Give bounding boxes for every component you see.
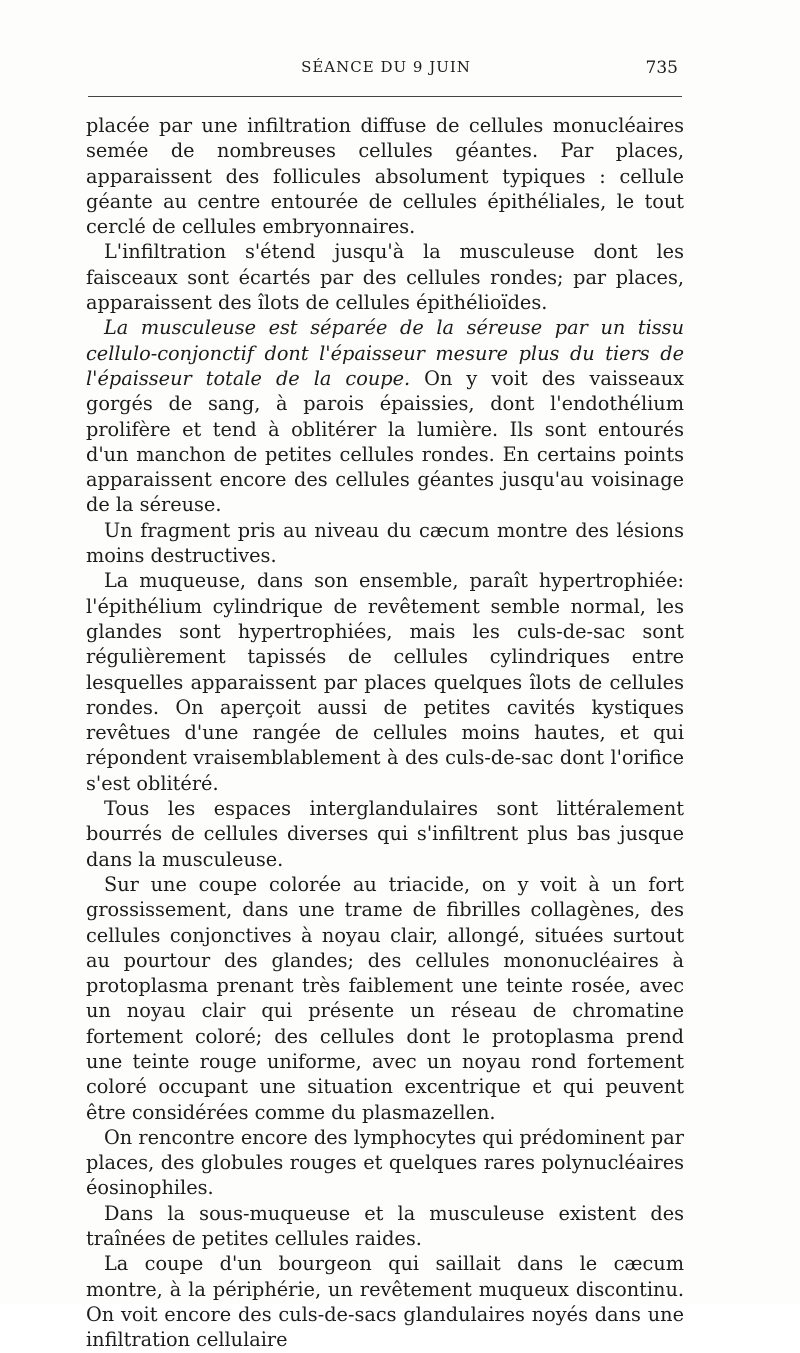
paragraph: L'infiltration s'étend jusqu'à la musculeuse dont les faisceaux sont écartés par des cellules rondes; par places, apparaissent des îlots de cellules épithélioïdes. — [86, 240, 684, 315]
paragraph — [86, 315, 684, 517]
running-title: SÉANCE DU 9 JUIN — [301, 58, 471, 76]
paragraph: Sur une coupe colorée au triacide, on y voit à un fort grossissement, dans une trame de fibrilles collagènes, des cellules conjonctives à noyau clair, allongé, situées surtout au pourtour des glandes; des cellules mononucléaires à protoplasma prenant très faiblement une teinte rosée, avec un noyau clair qui présente un réseau de chromatine fortement coloré; des cellules dont le protoplasma prend une teinte rouge uniforme, avec un noyau rond fortement coloré occupant une situation excentrique et qui peuvent être considérées comme du plasmazellen. — [86, 872, 684, 1124]
paragraph: Un fragment pris au niveau du cæcum montre des lésions moins destructives. — [86, 518, 684, 568]
page-number: 735 — [645, 58, 678, 78]
paragraph: La muqueuse, dans son ensemble, paraît hypertrophiée: l'épithélium cylindrique de revêtement semble normal, les glandes sont hypertrophiées, mais les culs-de-sac sont régulièrement tapissés de cellules cylindriques entre lesquelles apparaissent par places quelques îlots de cellules rondes. On aperçoit aussi de petites cavités kystiques revêtues d'une rangée de cellules moins hautes, et qui répondent vraisemblablement à des culs-de-sac dont l'orifice s'est oblitéré. — [86, 569, 684, 795]
paragraph: On rencontre encore des lymphocytes qui prédominent par places, des globules rouges et quelques rares polynucléaires éosinophiles. — [86, 1125, 684, 1200]
paragraph: Dans la sous-muqueuse et la musculeuse existent des traînées de petites cellules raides. — [86, 1201, 684, 1251]
paragraph: placée par une infiltration diffuse de cellules monucléaires semée de nombreuses cellules géantes. Par places, apparaissent des follicules absolument typiques : cellule géante au centre entourée de cellules épithéliales, le tout cerclé de cellules embryonnaires. — [86, 114, 684, 239]
paragraph: La coupe d'un bourgeon qui saillait dans le cæcum montre, à la périphérie, un revêtement muqueux discontinu. On voit encore des culs-de-sacs glandulaires noyés dans une infiltration cellulaire — [86, 1252, 684, 1352]
header-rule — [88, 96, 682, 97]
paragraph-continuation: On y voit des vaisseaux gorgés de sang, à parois épaissies, dont l'endothélium prolifère et tend à oblitérer la lumière. Ils sont entourés d'un manchon de petites cellules rondes. En certains points apparaissent encore des cellules géantes jusqu'au voisinage de la séreuse. — [86, 366, 684, 517]
italic-passage: La musculeuse est séparée de la séreuse par un tissu cellulo-conjonctif dont l'épaisseur mesure plus du tiers de l'épaisseur totale de la coupe. — [86, 316, 684, 390]
body-text — [86, 113, 684, 1353]
paragraph: Tous les espaces interglandulaires sont littéralement bourrés de cellules diverses qui s'infiltrent plus bas jusque dans la musculeuse. — [86, 797, 684, 871]
page-header — [88, 58, 684, 88]
